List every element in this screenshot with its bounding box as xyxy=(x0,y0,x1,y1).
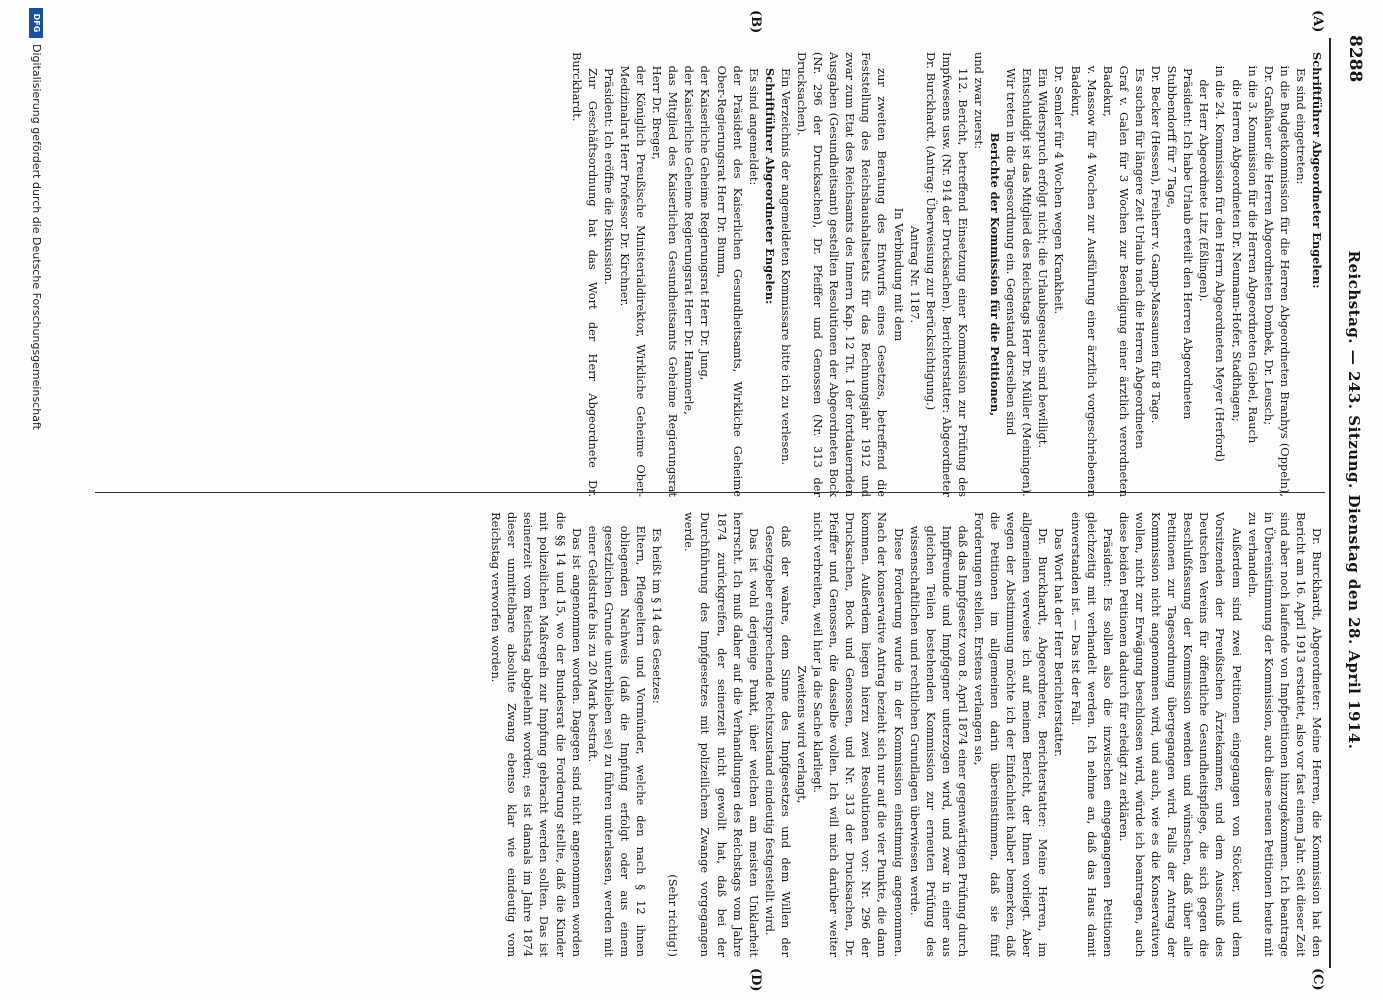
paragraph: Wir treten in die Tagesordnung ein. Gegenstand derselben sind xyxy=(1004,67,1019,436)
paragraph: daß der wahre, dem Sinne des Impfgesetzes und dem Willen der Gesetzgeber entsprechende Rechtszustand eindeutig festgestellt wird. xyxy=(762,525,793,957)
paragraph: daß das Impfgesetz vom 8. April 1874 einer gegenwärtigen Prüfung durch Impffreunde und Impfgegner unterzogen wird, und zwar in einer aus gleichen Teilen bestehenden Kommission zur erneuten Prüfung des wissenschaftlichen und rechtlichen Grundlagen überwiesen werde. xyxy=(907,525,970,957)
running-head: Reichstag. — 243. Sitzung. Dienstag den 28. April 1914. xyxy=(1345,250,1363,750)
speaker-line: Präsident: Ich habe Urlaub erteilt den Herren Abgeordneten xyxy=(1181,67,1196,420)
paragraph: Entschuldigt ist das Mitglied des Reichstags Herr Dr. Müller (Meiningen). xyxy=(1020,67,1035,497)
paragraph: 112. Bericht, betreffend Einsetzung einer Kommission zur Prüfung des Impfwesens usw. (Nr. 914 der Drucksachen). Berichterstatter: Abgeordneter Dr. Burckhardt. (Antrag: Überweisung zur Berücksichtigung.) xyxy=(923,52,970,497)
paragraph: der Kaiserliche Geheime Regierungsrat Herr Dr. Hammerle, xyxy=(682,65,697,415)
paragraph: und zwar zuerst: xyxy=(972,52,987,149)
paragraph: Antrag Nr. 1187. xyxy=(907,225,922,324)
paragraph: Es sind angemeldet: xyxy=(746,67,761,186)
paragraph: das Mitglied des Kaiserlichen Gesundheitsamts Geheime Regierungsrat Herr Dr. Breger, xyxy=(650,65,681,497)
speaker-line: Präsident: Es sollen also die inzwischen eingegangenen Petitionen gleichzeitig mit verhandelt werden. Ich nehme an, daß das Haus damit einverstanden ist. — Das ist der Fall. xyxy=(1068,512,1115,957)
paragraph: in die 24. Kommission für den Herrn Abgeordneten Meyer (Herford) xyxy=(1213,65,1228,462)
right-column xyxy=(95,512,1325,957)
paragraph: Das Wort hat der Herr Berichterstatter. xyxy=(1052,527,1067,757)
speaker-line: Schriftführer Abgeordneter Engelen: xyxy=(1310,52,1324,289)
speaker-line: Schriftführer Abgeordneter Engelen: xyxy=(762,67,777,305)
paragraph: Dr. Semler für 4 Wochen wegen Krankheit. xyxy=(1052,65,1067,315)
paragraph: der Königlich Preußische Ministerialdirektor, Wirkliche Geheime Ober-Medizinalrat Herr Professor Dr. Kirchner. xyxy=(617,65,649,497)
left-column xyxy=(95,52,1325,497)
funding-note: Digitalisierung gefördert durch die Deutsche Forschungsgemeinschaft xyxy=(30,44,43,430)
paragraph: Es sind eingetreten: xyxy=(1293,67,1308,185)
speaker-line: Dr. Burckhardt, Abgeordneter, Berichterstatter: Meine Herren, im allgemeinen verweise ich auf meinen Bericht, der Ihnen vorliegt. Aber wegen der Abstimmung möchte ich der Einfachheit halber bemerken, daß die Petitionen im allgemeinen darin übereinstimmen, daß sie fünf Forderungen stellen. Erstens verlangen sie, xyxy=(972,512,1051,957)
paragraph: Stubbendorff für 7 Tage, xyxy=(1165,65,1180,208)
paragraph: Zweitens wird verlangt, xyxy=(795,665,809,804)
paragraph: Diese Forderung wurde in der Kommission einstimmig angenommen. Nach der konservative Antrag bezieht sich nur auf die vier Punkte, die dann kommen. Außerdem liegen hierzu zwei Resolutionen vor: Nr. 296 der Drucksachen, Bock und Genossen, und Nr. 313 der Drucksachen, Dr. Pfeiffer und Genossen, die dasselbe wollen. Ich will mich darüber weiter nicht verbreiten, weil hier ja die Sache klarliegt. xyxy=(811,512,906,957)
page-number: 8288 xyxy=(1345,35,1365,83)
paragraph: in die Budgetkommission für die Herren Abgeordneten Branhys (Oppeln), Dr. Graßhauer die Herren Abgeordneten Dombek, Dr. Leusch; xyxy=(1261,65,1292,497)
dfg-logo: DFG xyxy=(29,8,43,38)
paragraph: v. Massow für 4 Wochen zur Ausführung einer ärztlich vorgeschriebenen Badekur, xyxy=(1068,65,1099,497)
margin-marker-c: (C) xyxy=(1310,968,1325,991)
paragraph: der Präsident des Kaiserlichen Gesundheitsamts, Wirkliche Geheime Ober-Regierungsrat Herr Dr. Bumm, xyxy=(714,65,745,497)
paragraph: Dr. Becker (Hessen), Freiherr v. Gamp-Massaunen für 8 Tage. xyxy=(1149,65,1164,424)
paragraph: Das ist wohl derjenige Punkt, über welchen am meisten Unklarheit herrscht. Ich muß daher auf die Verhandlungen des Reichstags vom Jahre 1874 zurückgreifen, der seinerzeit nicht gewollt hat, daß bei der Durchführung des Impfgesetzes mit polizeilichem Zwange vorgegangen werde. xyxy=(682,512,761,957)
quote: Eltern, Pflegeeltern und Vormünder, welche den nach § 12 ihnen obliegenden Nachweis (daß die Impfung erfolgt oder aus einem gesetzlichen Grunde unterblieben sei) zu führen unterlassen, werden mit einer Geldstrafe bis zu 20 Mark bestraft. xyxy=(585,525,649,957)
margin-marker-b: (B) xyxy=(748,10,763,34)
margin-marker-d: (D) xyxy=(748,968,763,992)
paragraph: Das ist angenommen worden. Dagegen sind nicht angenommen worden die §§ 14 und 15, wo der Bundesrat die Forderung stellte, daß die Kinder mit polizeilichen Maßregeln zur Impfung gebracht werden sollten. Das ist seinerzeit vom Reichstag abgelehnt worden; es ist damals im Jahre 1874 dieser unmittelbare absolute Zwang ebenso klar wie eindeutig vom Reichstag verworfen worden. xyxy=(489,512,584,957)
footer xyxy=(13,0,53,1000)
paragraph: Es suchen für längere Zeit Urlaub nach die Herren Abgeordneten xyxy=(1132,67,1147,449)
paragraph: die Herren Abgeordneten Dr. Neumann-Hofer, Stadthagen; xyxy=(1229,79,1244,422)
header-rule xyxy=(1329,38,1331,968)
paragraph: Ein Widerspruch erfolgt nicht; die Urlaubsgesuche sind bewilligt. xyxy=(1036,67,1051,448)
paragraph: Zur Geschäftsordnung hat das Wort der Herr Abgeordnete Dr. Burckhardt. xyxy=(569,52,600,497)
interjection: (Sehr richtig!) xyxy=(666,874,681,957)
paragraph: In Verbindung mit dem xyxy=(891,207,906,342)
paragraph: der Herr Abgeordnete Litz (Eßlingen). xyxy=(1197,79,1212,302)
speaker-line: Präsident: Ich eröffne die Diskussion. xyxy=(601,67,616,285)
paragraph: Es heißt im § 14 des Gesetzes: xyxy=(650,527,665,704)
paragraph: Dr. Burckhardt, Abgeordneter: Meine Herren, die Kommission hat den Bericht am 16. April 1913 erstattet, also vor fast einem Jahr. Seit dieser Zeit sind aber noch laufende von Impfpetitionen hinzugekommen. Ich beantrage in Übereinstimmung der Kommission, auch diese neuen Petitionen heute mit zu verhandeln. xyxy=(1245,512,1324,957)
paragraph: in die 3. Kommission für die Herren Abgeordneten Giebel, Rauch xyxy=(1245,65,1260,444)
paragraph: Graf v. Galen für 3 Wochen zur Beendigung einer ärztlich verordneten Badekur, xyxy=(1100,65,1131,497)
paragraph: Ein Verzeichnis der angemeldeten Kommissare bitte ich zu verlesen. xyxy=(778,67,793,466)
paragraph: Außerdem sind zwei Petitionen eingegangen von Stöcker, und dem Vorsitzenden der Preußischen Ärztekammer, und dem Ausschuß des Deutschen Vereins für öffentliche Gesundheitspflege, die sich gegen die Beschlußfassung der Kommission wenden und wünschen, daß über alle Petitionen zur Tagesordnung übergegangen wird. Falls der Antrag der Kommission nicht angenommen wird, und auch, wie es die Konservativen wollen, nicht zur Erwägung beschlossen wird, würde ich beantragen, auch diese beiden Petitionen dadurch für erledigt zu erklären. xyxy=(1116,512,1244,957)
margin-marker-a: (A) xyxy=(1310,10,1325,33)
page-header xyxy=(1335,35,1371,965)
paragraph: der Kaiserliche Geheime Regierungsrat Herr Dr. Jung, xyxy=(698,65,713,381)
column-rule xyxy=(95,492,1325,493)
paragraph: zur zweiten Beratung des Entwurfs eines Gesetzes, betreffend die Feststellung des Reichshaushaltsetats für das Rechnungsjahr 1912 und zwar zum Etat des Reichsamts des Innern Kap. 12 Tit. 1 der fortdauernden Ausgaben (Gesundheitsamt) gestellten Resolutionen der Abgeordneten Bock (Nr. 296 der Drucksachen), Dr. Pfeiffer und Genossen (Nr. 313 der Drucksachen). xyxy=(795,52,890,497)
section-heading: Berichte der Kommission für die Petitionen, xyxy=(988,132,1003,417)
